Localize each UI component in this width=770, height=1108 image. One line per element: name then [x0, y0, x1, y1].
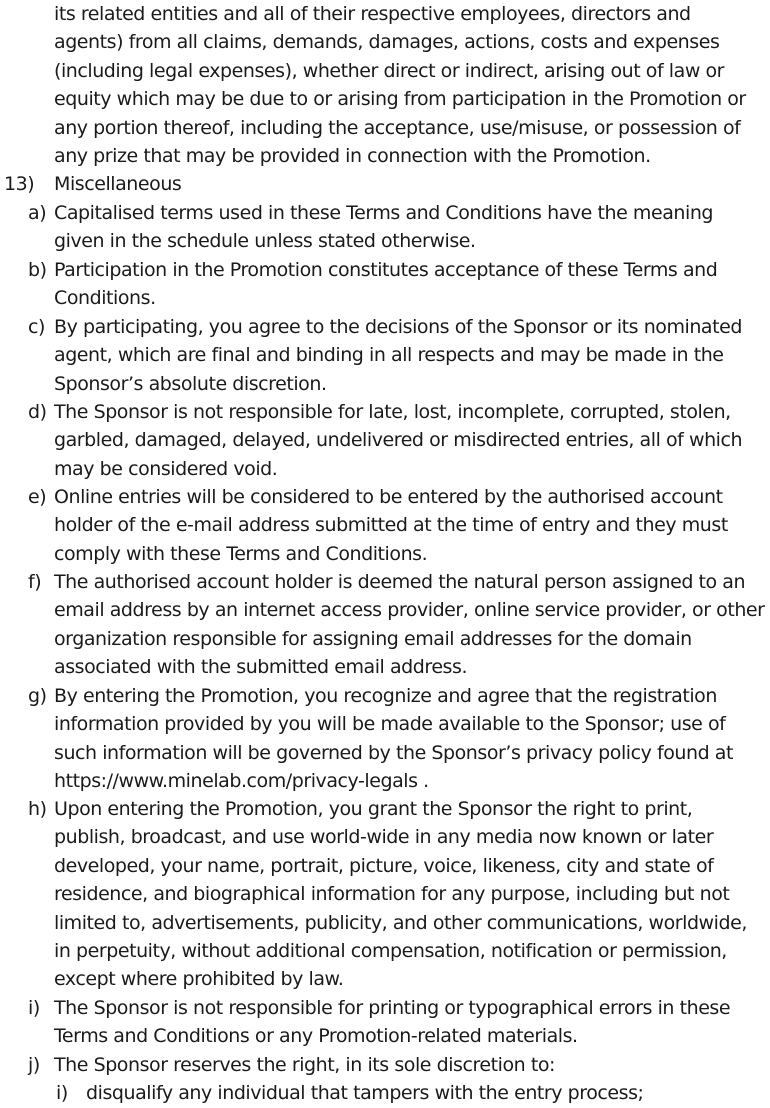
text-line: information provided by you will be made available to the Sponsor; use of — [54, 713, 726, 736]
clause-text — [54, 256, 770, 313]
clause-text — [54, 994, 770, 1051]
text-line: associated with the submitted email address. — [54, 656, 468, 679]
text-line: Terms and Conditions or any Promotion-related materials. — [54, 1025, 578, 1048]
text-line: organization responsible for assigning email addresses for the domain — [54, 627, 692, 650]
clause-label: i) — [28, 997, 40, 1019]
text-line: any portion thereof, including the acceptance, use/misuse, or possession of — [54, 116, 741, 139]
sub-clause-label: i) — [56, 1082, 68, 1104]
previous-clause-continuation — [54, 0, 770, 170]
clause-label: e) — [28, 486, 47, 508]
privacy-policy-link[interactable]: https://www.minelab.com/privacy-legals . — [54, 770, 429, 793]
text-line: The Sponsor is not responsible for late, lost, incomplete, corrupted, stolen, — [54, 401, 731, 423]
text-line: (including legal expenses), whether direct or indirect, arising out of law or — [54, 59, 725, 82]
text-line: equity which may be due to or arising from participation in the Promotion or — [54, 88, 746, 111]
clause-label: f) — [28, 571, 42, 593]
clause-label: c) — [28, 316, 45, 338]
text-line: By entering the Promotion, you recognize and agree that the registration — [54, 685, 717, 707]
text-line: agents) from all claims, demands, damages, actions, costs and expenses — [54, 31, 720, 54]
clause-text — [54, 1051, 770, 1079]
text-line: disqualify any individual that tampers with the entry process; — [86, 1082, 644, 1104]
clause-label: g) — [28, 685, 47, 707]
clause-text — [54, 199, 770, 256]
clause-text — [54, 795, 770, 994]
text-line: garbled, damaged, delayed, undelivered or misdirected entries, all of which — [54, 429, 743, 452]
clause-label: a) — [28, 202, 47, 224]
clause-text — [54, 313, 770, 398]
text-line: any prize that may be provided in connection with the Promotion. — [54, 145, 651, 168]
clause-label: j) — [28, 1054, 40, 1076]
clause-text — [54, 682, 770, 796]
text-line: Participation in the Promotion constitutes acceptance of these Terms and — [54, 259, 718, 281]
text-line: Online entries will be considered to be entered by the authorised account — [54, 486, 723, 508]
text-line: developed, your name, portrait, picture, voice, likeness, city and state of — [54, 854, 714, 877]
text-line: By participating, you agree to the decisions of the Sponsor or its nominated — [54, 316, 742, 338]
text-line: its related entities and all of their respective employees, directors and — [54, 3, 691, 25]
clause-text — [54, 483, 770, 568]
section-heading — [0, 170, 770, 198]
section-number: 13) — [4, 173, 35, 195]
text-line: The authorised account holder is deemed the natural person assigned to an — [54, 571, 746, 593]
text-line: in perpetuity, without additional compensation, notification or permission, — [54, 940, 727, 963]
clause-label: h) — [28, 798, 47, 820]
text-line: holder of the e-mail address submitted at the time of entry and they must — [54, 514, 728, 537]
text-line: Conditions. — [54, 287, 156, 310]
clause-text — [54, 398, 770, 483]
text-line: comply with these Terms and Conditions. — [54, 542, 428, 565]
text-line: may be considered void. — [54, 457, 278, 480]
text-line: The Sponsor is not responsible for printing or typographical errors in these — [54, 997, 731, 1019]
text-line: email address by an internet access provider, online service provider, or other — [54, 599, 765, 622]
clause-label: b) — [28, 259, 47, 281]
clause-text — [54, 568, 770, 682]
clause-label: d) — [28, 401, 47, 423]
text-line: limited to, advertisements, publicity, and other communications, worldwide, — [54, 911, 747, 934]
text-line: agent, which are final and binding in all respects and may be made in the — [54, 344, 724, 367]
text-line: residence, and biographical information for any purpose, including but not — [54, 883, 730, 906]
text-line: Sponsor’s absolute discretion. — [54, 372, 327, 395]
section-title: Miscellaneous — [54, 173, 182, 195]
text-line: Capitalised terms used in these Terms and Conditions have the meaning — [54, 202, 714, 224]
text-line: given in the schedule unless stated otherwise. — [54, 230, 476, 253]
text-line: The Sponsor reserves the right, in its sole discretion to: — [54, 1054, 555, 1076]
text-line: except where prohibited by law. — [54, 968, 344, 991]
text-line: Upon entering the Promotion, you grant the Sponsor the right to print, — [54, 798, 693, 820]
text-line: publish, broadcast, and use world-wide in any media now known or later — [54, 826, 714, 849]
text-line: such information will be governed by the Sponsor’s privacy policy found at — [54, 741, 733, 764]
sub-clause-text — [86, 1079, 770, 1107]
